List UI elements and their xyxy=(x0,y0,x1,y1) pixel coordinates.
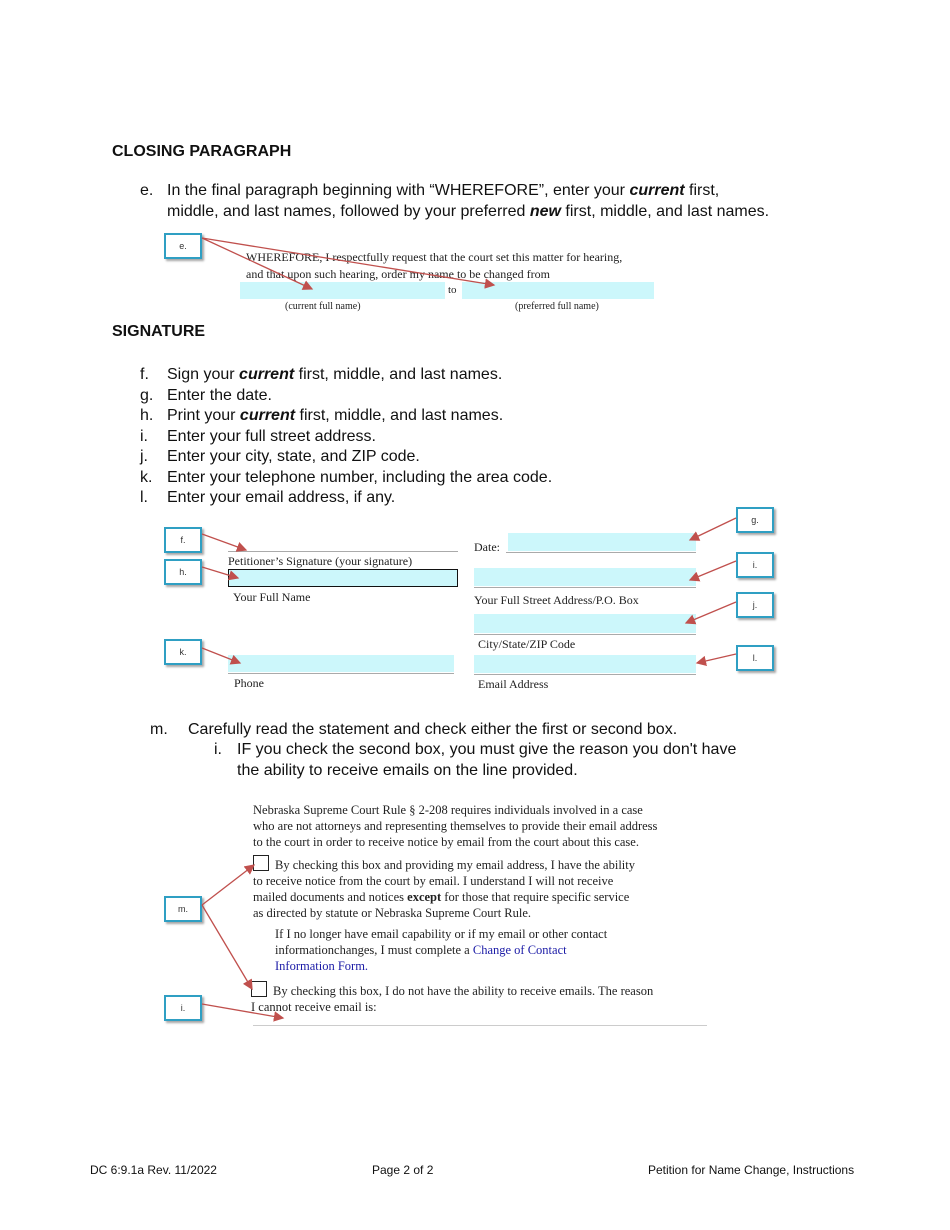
date-label: Date: xyxy=(474,540,500,554)
rule-text: Nebraska Supreme Court Rule § 2-208 requires individuals involved in a case who are not attorneys and representing themselves to provide their email address to the court in order to receive notice by email from the court about this case. xyxy=(253,803,658,849)
preferred-name-label: (preferred full name) xyxy=(515,301,599,312)
email-label: Email Address xyxy=(478,677,549,691)
arrow-k xyxy=(202,648,240,663)
arrow-f xyxy=(202,534,246,550)
current-name-label: (current full name) xyxy=(285,301,361,312)
footer-form-number: DC 6:9.1a Rev. 11/2022 xyxy=(90,1163,217,1177)
arrow-e-preferred xyxy=(202,238,494,285)
phone-label: Phone xyxy=(234,676,264,690)
signature-label: Petitioner’s Signature (your signature) xyxy=(228,554,413,568)
contact-change-text: If I no longer have email capability or if my email or other contact informationchanges, I must complete a Change of Contact Information Form. xyxy=(275,927,608,973)
sig-item-j: j. Enter your city, state, and ZIP code. xyxy=(140,448,420,465)
item-e-letter: e. xyxy=(140,182,154,199)
signature-heading: SIGNATURE xyxy=(112,323,206,340)
arrow-m-1 xyxy=(202,865,254,905)
full-name-label: Your Full Name xyxy=(233,590,311,604)
item-m-letter: m. xyxy=(150,721,168,738)
callout-h: h. xyxy=(164,559,202,585)
arrow-i-email xyxy=(202,1004,283,1018)
change-of-contact-link[interactable]: Change of Contact xyxy=(472,943,567,957)
closing-heading: CLOSING PARAGRAPH xyxy=(112,143,292,160)
information-form-link[interactable]: Information Form. xyxy=(275,959,369,973)
arrow-j xyxy=(686,602,736,623)
arrow-g xyxy=(690,518,736,540)
sig-item-k: k. Enter your telephone number, including the area code. xyxy=(140,468,553,486)
to-text: to xyxy=(448,284,457,296)
address-label: Your Full Street Address/P.O. Box xyxy=(474,593,639,607)
email-option-2: By checking this box, I do not have the ability to receive emails. The reason I cannot receive email is: xyxy=(251,981,653,1015)
email-option-1: By checking this box and providing my email address, I have the ability to receive notice from the court by email. I understand I will not receive mailed documents and notices except for those that require specific service as directed by statute or Nebraska Supreme Court Rule. xyxy=(253,855,635,921)
footer-page-number: Page 2 of 2 xyxy=(372,1163,434,1177)
item-m-i-letter: i. xyxy=(214,741,222,758)
callout-i: i. xyxy=(736,552,774,578)
arrow-l xyxy=(697,654,736,663)
callout-k: k. xyxy=(164,639,202,665)
arrow-h xyxy=(202,567,238,578)
callout-e: e. xyxy=(164,233,202,259)
footer-title: Petition for Name Change, Instructions xyxy=(648,1163,855,1177)
callout-l: l. xyxy=(736,645,774,671)
sig-item-f: f. Sign your current first, middle, and last names. xyxy=(140,366,503,383)
callout-m: m. xyxy=(164,896,202,922)
item-m-text: Carefully read the statement and check either the first or second box. xyxy=(188,721,678,738)
wherefore-text: WHEREFORE, I respectfully request that the court set this matter for hearing, and that upon such hearing, order my name to be changed from xyxy=(246,250,623,281)
item-e-text: In the final paragraph beginning with “WHEREFORE”, enter your current first, middle, and last names, followed by your preferred new first, middle, and last names. xyxy=(167,182,770,220)
arrow-i xyxy=(690,561,736,580)
item-m-i-text: IF you check the second box, you must give the reason you don't have the ability to receive emails on the line provided. xyxy=(237,741,737,779)
city-label: City/State/ZIP Code xyxy=(478,637,576,651)
callout-f: f. xyxy=(164,527,202,553)
arrow-e-current xyxy=(202,238,312,289)
sig-item-l: l. Enter your email address, if any. xyxy=(140,489,396,506)
callout-i-email: i. xyxy=(164,995,202,1021)
arrow-m-2 xyxy=(202,905,252,989)
callout-j: j. xyxy=(736,592,774,618)
callout-g: g. xyxy=(736,507,774,533)
sig-item-g: g. Enter the date. xyxy=(140,386,272,404)
sig-item-h: h. Print your current first, middle, and last names. xyxy=(140,407,504,424)
sig-item-i: i. Enter your full street address. xyxy=(140,427,376,445)
